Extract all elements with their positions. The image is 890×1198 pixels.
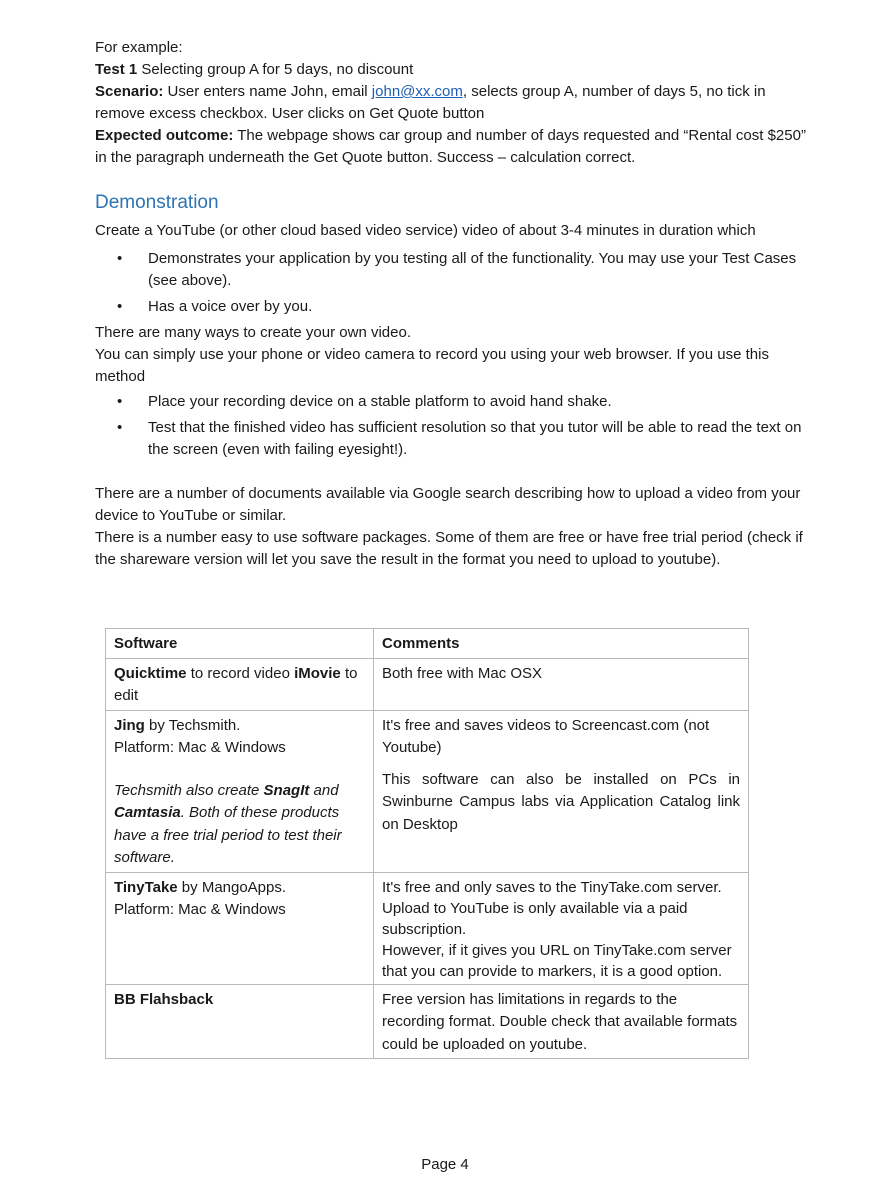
list-item [95,391,815,413]
comment-cell [374,710,749,872]
document-body [95,37,815,571]
expected-label: Expected outcome: [95,127,234,144]
software-line [114,715,365,738]
table-header-row [106,629,749,659]
comment-cell [374,872,749,984]
software-name: Jing [114,716,145,734]
software-cell [106,872,374,984]
demo-bullet-list-1 [95,248,815,318]
header-comments: Comments [374,629,749,659]
demonstration-heading: Demonstration [95,192,219,213]
scenario-post: , selects group A, number of days 5, no tick in remove excess checkbox. User clicks on Get Quote button [95,83,766,122]
bullet-text: Has a voice over by you. [148,298,313,315]
comment-text: However, if it gives you URL on TinyTake.com server that you can provide to markers, it is a good option. [382,941,732,980]
table-row [106,658,749,710]
test-label: Test 1 [95,61,138,78]
comment-cell: Both free with Mac OSX [374,658,749,710]
list-item [95,248,815,292]
email-link[interactable]: john@xx.com [371,83,463,100]
demo-para-3: There are a number of documents available via Google search describing how to upload a video from your device to YouTube or similar. [95,485,801,524]
bullet-text: Demonstrates your application by you testing all of the functionality. You may use your Test Cases (see above). [148,250,797,289]
page-number: Page 4 [421,1156,469,1173]
bullet-icon: • [117,250,123,267]
comment-text: Upload to YouTube is only available via a paid subscription. [382,899,688,938]
comment-text: This software can also be installed on PCs in Swinburne Campus labs via Application Catalog link on Desktop [382,770,740,833]
test-text: Selecting group A for 5 days, no discount [137,61,414,78]
platform-text: Platform: Mac & Windows [114,901,286,918]
for-example-text: For example: [95,39,183,56]
software-cell [106,984,374,1059]
software-name: TinyTake [114,878,178,896]
scenario-label: Scenario: [95,83,164,100]
software-text: to edit [114,664,358,704]
techsmith-note [114,780,365,870]
scenario-pre: User enters name John, email [163,83,372,100]
comment-cell: Free version has limitations in regards to the recording format. Double check that available formats could be uploaded on youtube. [374,984,749,1059]
table-row [106,984,749,1059]
demo-para-1: There are many ways to create your own video. [95,324,411,341]
comment-text: It's free and saves videos to Screencast.com (not Youtube) [382,716,710,756]
list-item [95,417,815,461]
expected-text: The webpage shows car group and number of days requested and “Rental cost $250” in the paragraph underneath the Get Quote button. Success – calculation correct. [95,127,806,166]
note-product: Camtasia [114,804,181,821]
bullet-icon: • [117,298,123,315]
software-name: iMovie [294,664,341,682]
software-cell [106,658,374,710]
demo-para-4: There is a number easy to use software packages. Some of them are free or have free trial period (check if the shareware version will let you save the result in the format you need to upload to youtube). [95,529,803,568]
bullet-icon: • [117,419,123,436]
header-software: Software [106,629,374,659]
demo-para-2: You can simply use your phone or video camera to record you using your web browser. If you use this method [95,346,769,385]
software-name: Quicktime [114,664,187,682]
test-1-line [95,59,815,81]
table-row [106,872,749,984]
software-name: BB Flahsback [114,990,214,1008]
software-cell [106,710,374,872]
note-text: . Both of these products have a free trial period to test their software. [114,804,342,866]
bullet-text: Place your recording device on a stable platform to avoid hand shake. [148,393,612,410]
table-row [106,710,749,872]
expected-outcome-line [95,125,815,169]
note-text: Techsmith also create [114,781,264,799]
scenario-line [95,81,815,125]
note-text: and [309,781,339,799]
bullet-text: Test that the finished video has sufficient resolution so that you tutor will be able to read the text on the screen (even with failing eyesight!). [148,419,802,458]
list-item [95,296,815,318]
bullet-icon: • [117,393,123,410]
demo-lead: Create a YouTube (or other cloud based video service) video of about 3-4 minutes in duration which [95,222,756,239]
software-vendor: by Techsmith. [144,716,241,734]
comment-text: It's free and only saves to the TinyTake.com server. [382,878,722,896]
note-product: SnagIt [263,781,310,799]
demo-bullet-list-2 [95,391,815,461]
software-line [114,877,365,900]
software-vendor: by MangoApps. [177,878,287,896]
software-table [105,628,749,1059]
platform-text: Platform: Mac & Windows [114,739,286,756]
software-text: to record video [186,664,295,682]
